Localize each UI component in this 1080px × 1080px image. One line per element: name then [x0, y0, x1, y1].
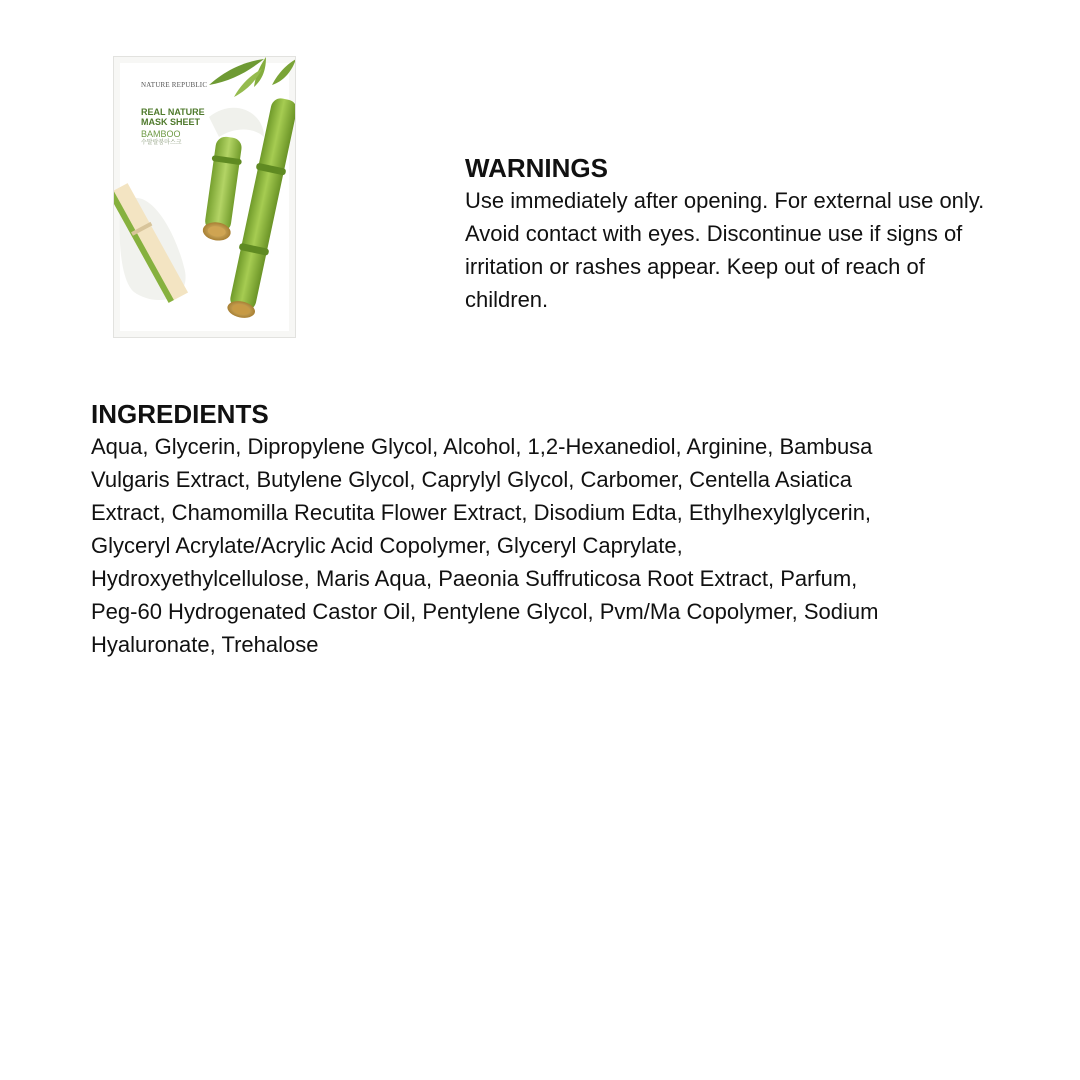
warnings-line: Avoid contact with eyes. Discontinue use if signs of [465, 221, 963, 246]
warnings-line: Use immediately after opening. For external use only. [465, 188, 985, 213]
product-image [113, 56, 296, 338]
product-korean-name: 수딸랄붐마스크 [141, 140, 182, 146]
ingredients-line: Aqua, Glycerin, Dipropylene Glycol, Alcohol, 1,2-Hexanediol, Arginine, Bambusa [91, 434, 873, 459]
ingredients-line: Vulgaris Extract, Butylene Glycol, Caprylyl Glycol, Carbomer, Centella Asiatica [91, 467, 852, 492]
ingredients-line: Hydroxyethylcellulose, Maris Aqua, Paeonia Suffruticosa Root Extract, Parfum, [91, 566, 858, 591]
warnings-section [465, 152, 1045, 316]
product-line-1: REAL NATURE [141, 107, 205, 117]
product-line-2: MASK SHEET [141, 117, 201, 127]
ingredients-line: Hyaluronate, Trehalose [91, 632, 319, 657]
ingredients-section [91, 398, 981, 661]
warnings-title: WARNINGS [465, 153, 608, 183]
warnings-line: children. [465, 287, 549, 312]
ingredients-line: Extract, Chamomilla Recutita Flower Extract, Disodium Edta, Ethylhexylglycerin, [91, 500, 872, 525]
ingredients-line: Glyceryl Acrylate/Acrylic Acid Copolymer, Glyceryl Caprylate, [91, 533, 683, 558]
brand-logo: NATURE REPUBLIC [141, 81, 208, 89]
bamboo-illustration [114, 57, 296, 338]
product-variant: BAMBOO [141, 129, 181, 139]
warnings-line: irritation or rashes appear. Keep out of reach of [465, 254, 925, 279]
ingredients-line: Peg-60 Hydrogenated Castor Oil, Pentylene Glycol, Pvm/Ma Copolymer, Sodium [91, 599, 879, 624]
leaf-3 [272, 59, 296, 85]
ingredients-title: INGREDIENTS [91, 399, 269, 429]
